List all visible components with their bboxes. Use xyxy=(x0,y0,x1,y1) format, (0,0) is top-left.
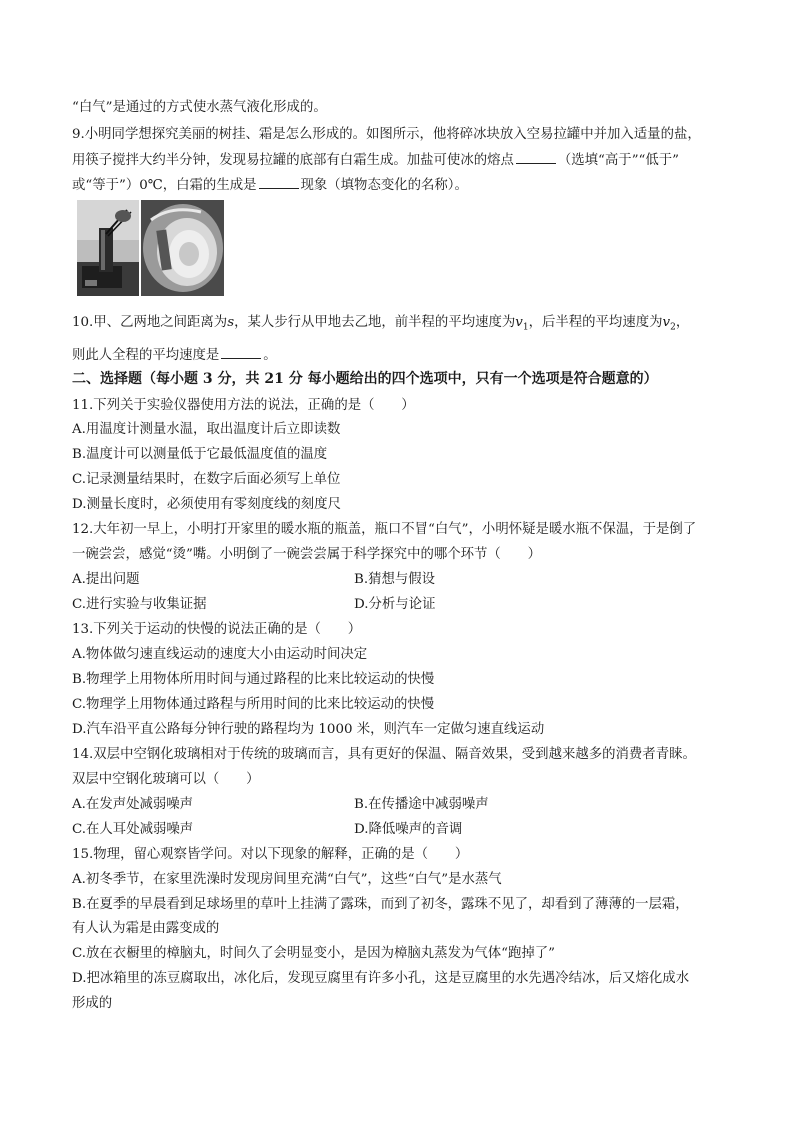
q14-option-b[interactable]: B.在传播途中减弱噪声 xyxy=(354,797,489,812)
q11-option-b[interactable]: B.温度计可以测量低于它最低温度值的温度 xyxy=(72,447,328,462)
q9-blank-1[interactable] xyxy=(516,151,556,164)
q11-option-d[interactable]: D.测量长度时，必须使用有零刻度线的刻度尺 xyxy=(72,497,341,512)
q14-option-c[interactable]: C.在人耳处减弱噪声 xyxy=(72,822,194,837)
q10-line-1 xyxy=(72,314,732,337)
q10-line-2 xyxy=(72,346,732,365)
q13-option-a[interactable]: A.物体做匀速直线运动的速度大小由运动时间决定 xyxy=(72,647,368,662)
q9-line-2b: （选填“高于”“低于” xyxy=(557,153,680,168)
section-2-heading: 二、选择题（每小题 3 分，共 21 分 每小题给出的四个选项中，只有一个选项是符合题意的） xyxy=(72,371,658,387)
q15-option-a[interactable]: A.初冬季节，在家里洗澡时发现房间里充满“白气”，这些“白气”是水蒸气 xyxy=(72,872,502,887)
q12-option-b[interactable]: B.猜想与假设 xyxy=(354,572,436,587)
q11-option-c[interactable]: C.记录测量结果时，在数字后面必须写上单位 xyxy=(72,472,341,487)
q10-var-v2: v xyxy=(662,315,671,330)
q15-option-b-line-1[interactable]: B.在夏季的早晨看到足球场里的草叶上挂满了露珠，而到了初冬，露珠不见了，却看到了薄薄的一层霜， xyxy=(72,897,689,912)
q9-line-3 xyxy=(72,176,732,195)
q9-line-3b: 现象（填物态变化的名称）。 xyxy=(300,178,468,193)
q15-stem: 15.物理，留心观察皆学问。对以下现象的解释，正确的是（ ） xyxy=(72,847,469,862)
q13-option-c[interactable]: C.物理学上用物体通过路程与所用时间的比来比较运动的快慢 xyxy=(72,697,435,712)
q9-figure xyxy=(77,200,224,296)
q10-line-2a: 则此人全程的平均速度是 xyxy=(72,348,220,363)
q8-tail-text: “白气”是通过的方式使水蒸气液化形成的。 xyxy=(72,100,327,115)
q15-option-d-line-1[interactable]: D.把冰箱里的冻豆腐取出，冰化后，发现豆腐里有许多小孔，这是豆腐里的水先遇冷结冰，后又熔化成水 xyxy=(72,971,690,986)
q14-line-2: 双层中空钢化玻璃可以（ ） xyxy=(72,772,260,787)
q10-line-1c: ，后半程的平均速度为 xyxy=(528,315,663,330)
q9-line-2 xyxy=(72,151,732,170)
frosted-can-photo xyxy=(141,200,224,296)
q10-line-1d: ， xyxy=(675,315,690,330)
q12-option-c[interactable]: C.进行实验与收集证据 xyxy=(72,597,207,612)
q10-blank[interactable] xyxy=(221,346,261,359)
q9-line-3a: 或“等于”）0℃，白霜的生成是 xyxy=(72,178,257,193)
q10-var-s: s xyxy=(227,315,235,330)
q15-option-c[interactable]: C.放在衣橱里的樟脑丸，时间久了会明显变小，是因为樟脑丸蒸发为气体“跑掉了” xyxy=(72,946,555,961)
q10-line-2b: 。 xyxy=(263,348,277,363)
q10-sub-1: 1 xyxy=(522,322,529,333)
q12-line-2: 一碗尝尝，感觉“烫”嘴。小明倒了一碗尝尝属于科学探究中的哪个环节（ ） xyxy=(72,547,541,562)
q11-option-a[interactable]: A.用温度计测量水温，取出温度计后立即读数 xyxy=(72,422,341,437)
q9-line-1: 9.小明同学想探究美丽的树挂、霜是怎么形成的。如图所示，他将碎冰块放入空易拉罐中并加入适量的盐， xyxy=(72,127,701,142)
q9-blank-2[interactable] xyxy=(259,176,299,189)
q10-line-1a: 10.甲、乙两地之间距离为 xyxy=(72,315,228,330)
q14-option-d[interactable]: D.降低噪声的音调 xyxy=(354,822,463,837)
q12-option-a[interactable]: A.提出问题 xyxy=(72,572,140,587)
q9-line-2a: 用筷子搅拌大约半分钟，发现易拉罐的底部有白霜生成。加盐可使冰的熔点 xyxy=(72,153,514,168)
q15-option-d-line-2[interactable]: 形成的 xyxy=(72,996,113,1011)
q10-var-v1: v xyxy=(515,315,523,330)
q10-line-1b: ，某人步行从甲地去乙地，前半程的平均速度为 xyxy=(234,315,516,330)
q11-stem: 11.下列关于实验仪器使用方法的说法，正确的是（ ） xyxy=(72,398,415,413)
q13-option-b[interactable]: B.物理学上用物体所用时间与通过路程的比来比较运动的快慢 xyxy=(72,672,435,687)
q12-line-1: 12.大年初一早上，小明打开家里的暖水瓶的瓶盖，瓶口不冒“白气”，小明怀疑是暖水瓶不保温，于是倒了 xyxy=(72,522,697,537)
stirring-can-photo xyxy=(77,200,139,296)
q10-sub-2: 2 xyxy=(670,322,676,333)
q13-option-d[interactable]: D.汽车沿平直公路每分钟行驶的路程均为 1000 米，则汽车一定做匀速直线运动 xyxy=(72,722,545,737)
q13-stem: 13.下列关于运动的快慢的说法正确的是（ ） xyxy=(72,622,362,637)
q15-option-b-line-2[interactable]: 有人认为霜是由露变成的 xyxy=(72,921,220,936)
q14-option-a[interactable]: A.在发声处减弱噪声 xyxy=(72,797,194,812)
q14-line-1: 14.双层中空钢化玻璃相对于传统的玻璃而言，具有更好的保温、隔音效果，受到越来越多的消费者青睐。 xyxy=(72,747,696,762)
q12-option-d[interactable]: D.分析与论证 xyxy=(354,597,436,612)
